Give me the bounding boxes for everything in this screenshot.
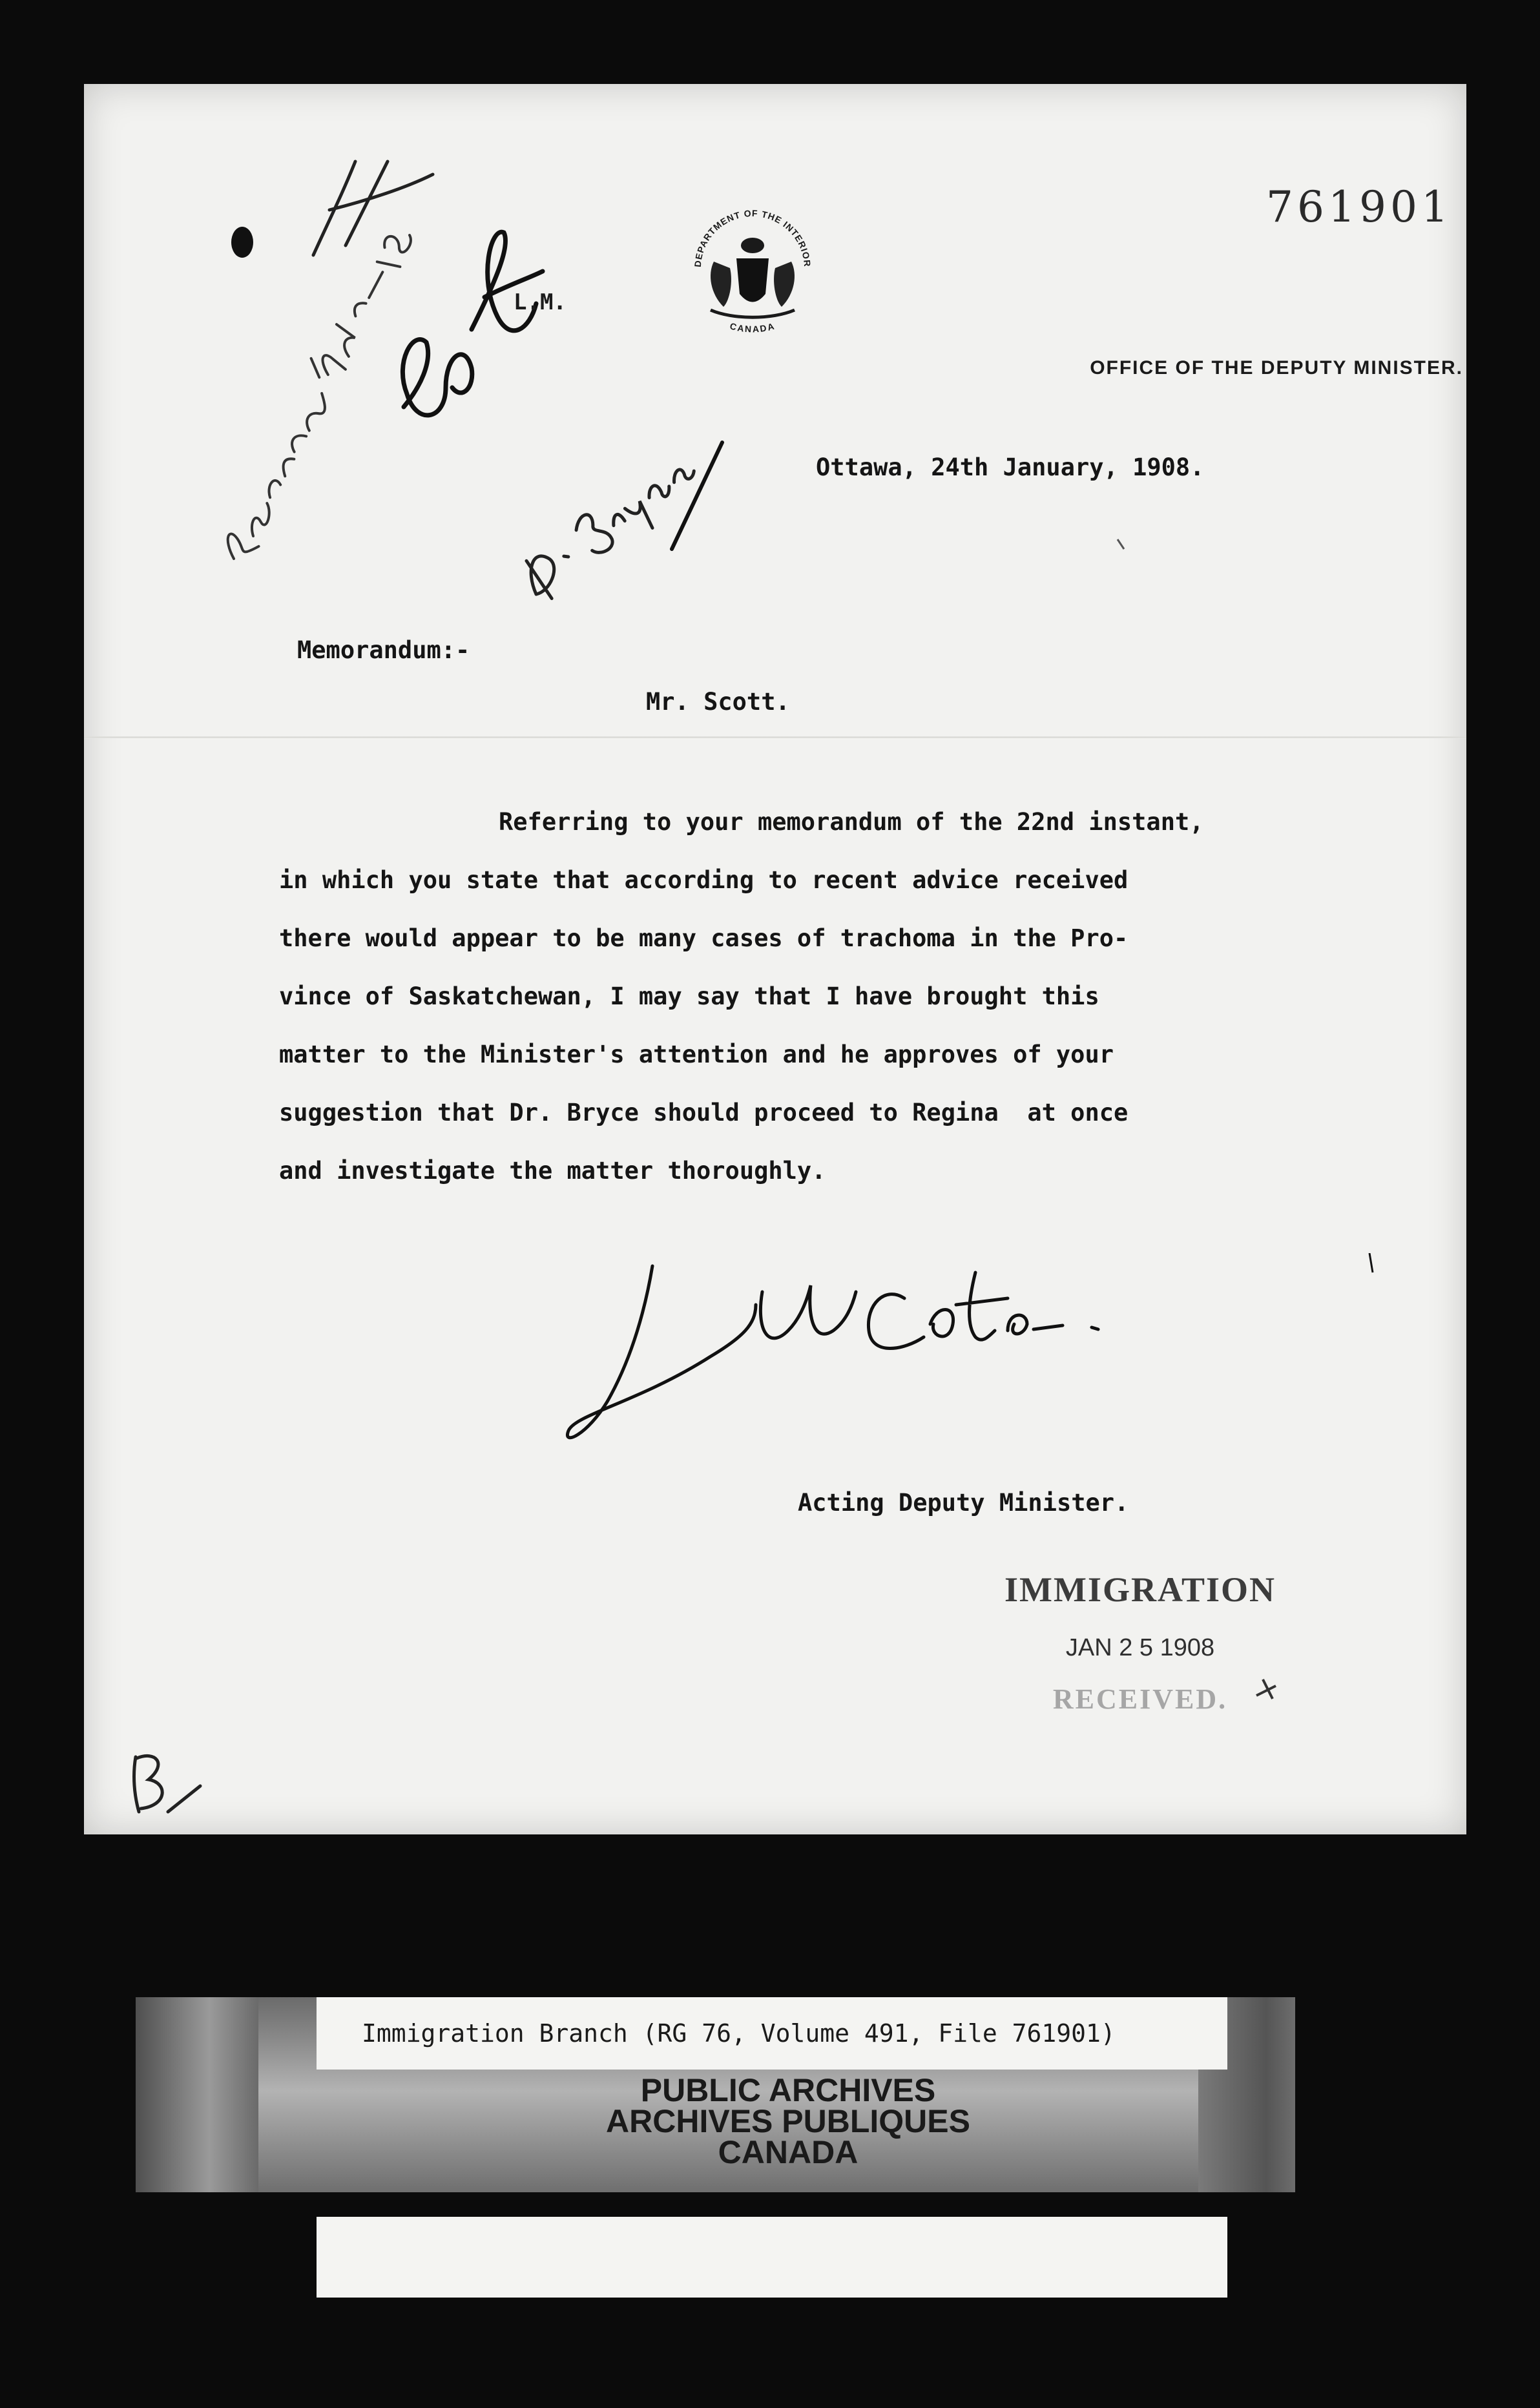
body-line: matter to the Minister's attention and he approves of your: [279, 1041, 1114, 1068]
archive-reference-label: [317, 1997, 1227, 2070]
memo-heading: Memorandum:-: [297, 636, 470, 664]
archives-line-2: ARCHIVES PUBLIQUES: [606, 2103, 970, 2139]
memo-body: [279, 793, 1448, 1200]
ink-blot: [231, 227, 253, 258]
department-crest-icon: [682, 197, 824, 352]
stamp-line-1: IMMIGRATION: [1004, 1570, 1276, 1609]
body-line: Referring to your memorandum of the 22nd instant,: [499, 808, 1204, 836]
dateline: Ottawa, 24th January, 1908.: [816, 453, 1205, 481]
memo-page: [84, 84, 1466, 1834]
stamp-line-3: RECEIVED.: [1052, 1683, 1228, 1715]
public-archives-stamp: [413, 2072, 1163, 2170]
body-line: suggestion that Dr. Bryce should proceed to Regina at once: [279, 1099, 1129, 1126]
svg-text:CANADA: CANADA: [729, 320, 776, 335]
archives-line-1: PUBLIC ARCHIVES: [640, 2072, 936, 2108]
archives-line-3: CANADA: [718, 2134, 858, 2170]
received-note: [211, 222, 421, 566]
archive-reference: Immigration Branch (RG 76, Volume 491, File 761901): [362, 2019, 1116, 2048]
body-line: in which you state that according to recent advice received: [279, 866, 1129, 894]
stamp-date: JAN 2 5 1908: [1065, 1634, 1215, 1661]
signature-title: Acting Deputy Minister.: [798, 1489, 1129, 1517]
b-check-mark: [123, 1750, 213, 1822]
body-line: vince of Saskatchewan, I may say that I have brought this: [279, 982, 1099, 1010]
body-line: there would appear to be many cases of trachoma in the Pro-: [279, 924, 1129, 952]
signature: [562, 1253, 1402, 1460]
archive-label-bottom: [317, 2217, 1227, 2298]
office-heading: OFFICE OF THE DEPUTY MINISTER.: [1090, 357, 1463, 379]
addressee: Mr. Scott.: [646, 688, 790, 716]
bryce-note: [516, 445, 706, 610]
svg-text:DEPARTMENT OF THE INTERIOR: DEPARTMENT OF THE INTERIOR: [692, 207, 813, 268]
label-shadow-left: [136, 1997, 258, 2192]
initials-lm: L.M.: [514, 289, 567, 315]
body-line: and investigate the matter thoroughly.: [279, 1157, 826, 1185]
file-number: 761901: [1266, 182, 1452, 232]
